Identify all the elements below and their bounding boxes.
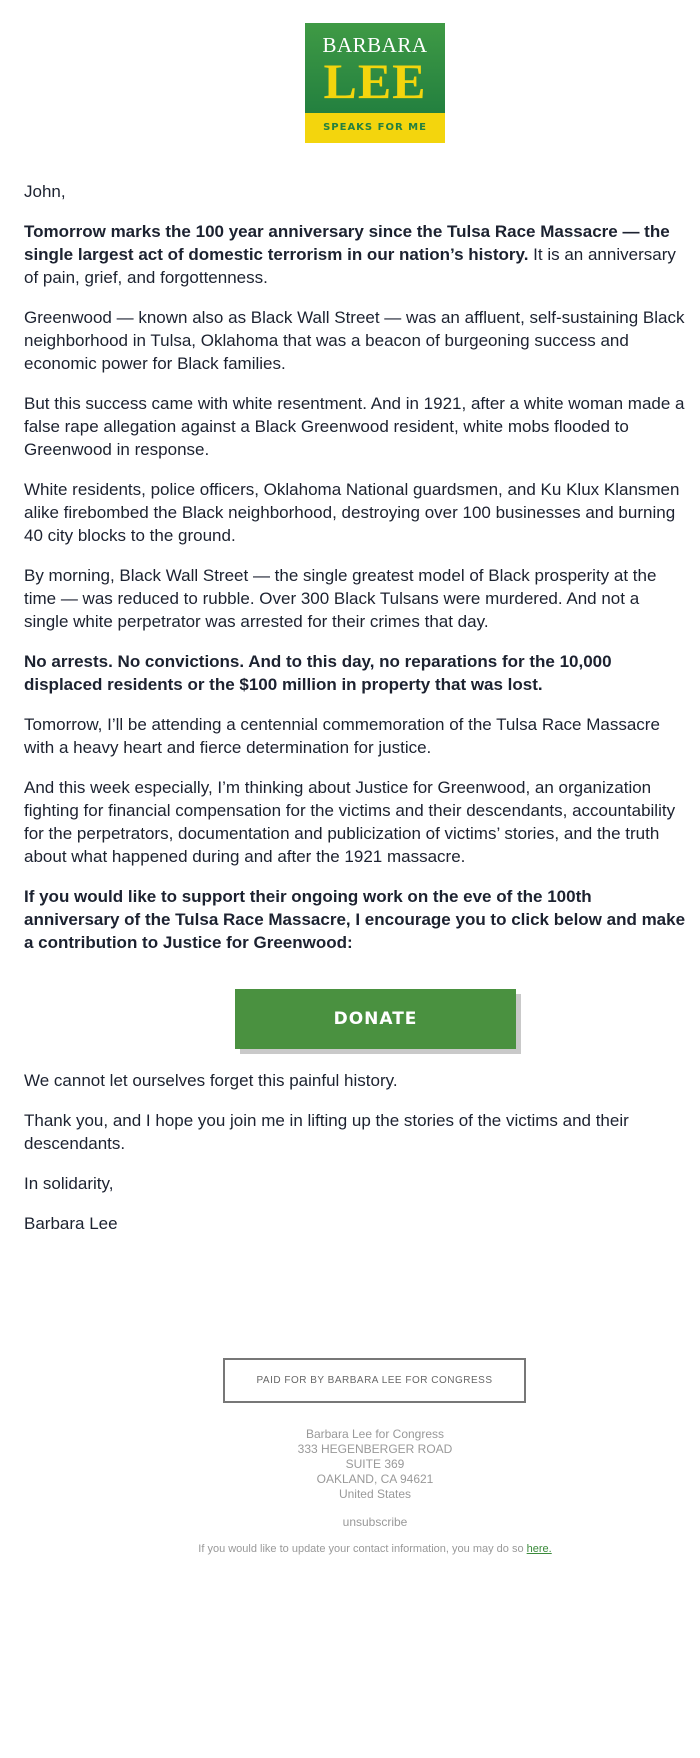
closing-thank-you: [24, 1109, 700, 1155]
justice-line-4: about what happened during and after the 1921 massacre.: [24, 847, 466, 866]
intro-bold-line-2: single largest act of domestic terrorism in our nation’s history.: [24, 245, 529, 264]
ask-line-2: anniversary of the Tulsa Race Massacre, I encourage you to click below and make: [24, 910, 686, 929]
paragraph-resentment: [24, 392, 700, 461]
update-contact-text: If you would like to update your contact information, you may do so: [198, 1543, 527, 1555]
logo-last-name: LEE: [323, 53, 427, 109]
firebombed-line-3: 40 city blocks to the ground.: [24, 526, 236, 545]
footer-address: [0, 1427, 700, 1502]
no-arrests-line-1: No arrests. No convictions. And to this day, no reparations for the 10,000: [24, 652, 612, 671]
justice-line-3: for the perpetrators, documentation and publicization of victims’ stories, and the truth: [24, 824, 660, 843]
resentment-line-1: But this success came with white resentment. And in 1921, after a white woman made a: [24, 394, 685, 413]
greenwood-line-3: economic power for Black families.: [24, 354, 286, 373]
thank-you-line-2: descendants.: [24, 1134, 126, 1153]
commemoration-line-2: with a heavy heart and fierce determination for justice.: [24, 738, 432, 757]
address-suite: SUITE 369: [345, 1457, 405, 1471]
address-street: 333 HEGENBERGER ROAD: [297, 1442, 453, 1456]
address-org: Barbara Lee for Congress: [305, 1427, 445, 1441]
paragraph-no-arrests: [24, 650, 700, 696]
donate-button[interactable]: DONATE: [235, 989, 516, 1049]
paragraph-ask: [24, 885, 700, 954]
logo-tagline: SPEAKS FOR ME: [305, 113, 445, 143]
firebombed-line-1: White residents, police officers, Oklahoma National guardsmen, and Ku Klux Klansmen: [24, 480, 680, 499]
address-country: United States: [338, 1487, 412, 1501]
justice-line-1: And this week especially, I’m thinking about Justice for Greenwood, an organization: [24, 778, 652, 797]
intro-bold-line-1: Tomorrow marks the 100 year anniversary since the Tulsa Race Massacre — the: [24, 222, 670, 241]
logo-first-name: BARBARA: [322, 33, 428, 57]
thank-you-line-1: Thank you, and I hope you join me in lifting up the stories of the victims and their: [24, 1111, 629, 1130]
signature: Barbara Lee: [24, 1214, 118, 1233]
morning-line-1: By morning, Black Wall Street — the single greatest model of Black prosperity at the: [24, 566, 657, 585]
paid-for-disclaimer: PAID FOR BY BARBARA LEE FOR CONGRESS: [223, 1358, 526, 1403]
ask-line-3: a contribution to Justice for Greenwood:: [24, 933, 353, 952]
resentment-line-3: Greenwood in response.: [24, 440, 210, 459]
greeting: John,: [24, 182, 66, 201]
morning-line-3: single white perpetrator was arrested for their crimes that day.: [24, 612, 489, 631]
closing-forget: We cannot let ourselves forget this painful history.: [24, 1071, 398, 1090]
address-city: OAKLAND, CA 94621: [316, 1472, 434, 1486]
logo-green-block: [305, 23, 445, 113]
paragraph-justice: [24, 776, 700, 868]
intro-line-2-rest: It is an anniversary: [528, 245, 676, 264]
firebombed-line-2: alike firebombed the Black neighborhood, destroying over 100 businesses and burning: [24, 503, 676, 522]
paragraph-intro: [24, 220, 700, 289]
morning-line-2: time — was reduced to rubble. Over 300 Black Tulsans were murdered. And not a: [24, 589, 640, 608]
update-contact-line: [0, 1543, 700, 1555]
email-closing: [24, 1069, 700, 1252]
donate-button-wrapper: [235, 989, 516, 1052]
closing-solidarity: In solidarity,: [24, 1174, 114, 1193]
paragraph-firebombed: [24, 478, 700, 547]
unsubscribe-link[interactable]: unsubscribe: [342, 1515, 408, 1529]
paragraph-greenwood: [24, 306, 700, 375]
email-body: [24, 180, 700, 971]
paragraph-morning: [24, 564, 700, 633]
ask-line-1: If you would like to support their ongoing work on the eve of the 100th: [24, 887, 592, 906]
greenwood-line-2: neighborhood in Tulsa, Oklahoma that was a beacon of burgeoning success and: [24, 331, 629, 350]
greenwood-line-1: Greenwood — known also as Black Wall Street — was an affluent, self-sustaining Black: [24, 308, 685, 327]
update-contact-link[interactable]: here.: [526, 1543, 552, 1555]
paragraph-commemoration: [24, 713, 700, 759]
no-arrests-line-2: displaced residents or the $100 million in property that was lost.: [24, 675, 543, 694]
campaign-logo: [305, 23, 445, 143]
intro-line-3: of pain, grief, and forgottenness.: [24, 268, 268, 287]
justice-line-2: fighting for financial compensation for the victims and their descendants, accountability: [24, 801, 676, 820]
resentment-line-2: false rape allegation against a Black Greenwood resident, white mobs flooded to: [24, 417, 629, 436]
commemoration-line-1: Tomorrow, I’ll be attending a centennial commemoration of the Tulsa Race Massacre: [24, 715, 660, 734]
